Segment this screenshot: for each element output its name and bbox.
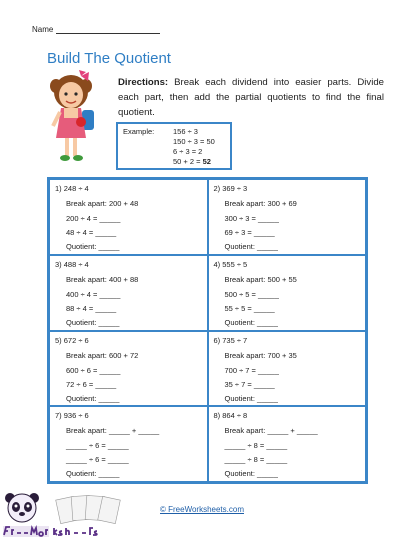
break-apart-line[interactable]: Break apart: _____ + _____ xyxy=(224,426,318,436)
problem-cell xyxy=(49,255,208,331)
problem-cell xyxy=(208,406,367,482)
partial-quotient-line[interactable]: 300 ÷ 3 = _____ xyxy=(224,214,279,223)
worksheet-pages-icon xyxy=(56,495,121,523)
break-apart-line[interactable]: Break apart: 200 + 48 xyxy=(66,199,139,208)
quotient-line[interactable]: Quotient: _____ xyxy=(66,242,120,251)
problem-heading: 5) 672 ÷ 6 xyxy=(55,335,89,345)
quotient-line[interactable]: Quotient: _____ xyxy=(66,317,120,327)
problem-heading: 8) 864 ÷ 8 xyxy=(213,411,248,421)
directions-body: Break each dividend into easier parts. Divide each part, then add the partial quotients to find the final quotient. xyxy=(118,77,384,118)
problem-cell xyxy=(49,331,208,407)
break-apart-line[interactable]: Break apart: 400 + 88 xyxy=(66,274,139,284)
example-line: 156 ÷ 3 xyxy=(173,127,198,136)
partial-quotient-line[interactable]: 500 ÷ 5 = _____ xyxy=(224,289,279,299)
problem-cell xyxy=(49,406,208,482)
name-row xyxy=(32,25,160,34)
example-final-answer: 52 xyxy=(202,157,211,166)
partial-quotient-line[interactable]: 400 ÷ 4 = _____ xyxy=(66,289,121,299)
break-apart-line[interactable]: Break apart: 300 + 69 xyxy=(224,199,297,208)
problem-heading: 4) 555 ÷ 5 xyxy=(213,259,248,269)
quotient-line[interactable]: Quotient: _____ xyxy=(224,317,278,327)
problem-cell xyxy=(208,255,367,331)
problem-cell xyxy=(49,179,208,255)
name-blank-line[interactable] xyxy=(56,25,160,34)
example-final-prefix: 50 + 2 = xyxy=(173,157,203,166)
partial-quotient-line[interactable]: 700 ÷ 7 = _____ xyxy=(224,365,279,375)
quotient-line[interactable]: Quotient: _____ xyxy=(224,393,278,403)
break-apart-line[interactable]: Break apart: 600 + 72 xyxy=(66,350,139,360)
partial-quotient-line[interactable]: 69 ÷ 3 = _____ xyxy=(224,228,275,237)
quotient-line[interactable]: Quotient: _____ xyxy=(66,469,120,479)
girl-illustration-icon xyxy=(36,70,112,168)
break-apart-line[interactable]: Break apart: _____ + _____ xyxy=(66,426,160,436)
freeworksheets-logo xyxy=(0,486,140,539)
partial-quotient-line[interactable]: 600 ÷ 6 = _____ xyxy=(66,365,121,375)
problem-grid xyxy=(47,177,368,484)
break-apart-line[interactable]: Break apart: 500 + 55 xyxy=(224,274,297,284)
problem-heading: 3) 488 ÷ 4 xyxy=(55,259,89,269)
partial-quotient-line[interactable]: _____ ÷ 6 = _____ xyxy=(66,441,129,451)
example-line: 150 ÷ 3 = 50 xyxy=(173,137,215,146)
partial-quotient-line[interactable]: 200 ÷ 4 = _____ xyxy=(66,214,121,223)
directions-text xyxy=(118,75,384,120)
problem-heading: 2) 369 ÷ 3 xyxy=(213,184,248,193)
problem-heading: 1) 248 ÷ 4 xyxy=(55,184,89,193)
partial-quotient-line[interactable]: 72 ÷ 6 = _____ xyxy=(66,379,117,389)
partial-quotient-line[interactable]: _____ ÷ 6 = _____ xyxy=(66,455,129,465)
quotient-line[interactable]: Quotient: _____ xyxy=(224,469,278,479)
partial-quotient-line[interactable]: 55 ÷ 5 = _____ xyxy=(224,303,275,313)
partial-quotient-line[interactable]: _____ ÷ 8 = _____ xyxy=(224,441,288,451)
example-final-line xyxy=(173,157,215,167)
name-label: Name xyxy=(32,25,54,34)
directions-label: Directions: xyxy=(118,77,169,88)
quotient-line[interactable]: Quotient: _____ xyxy=(66,393,120,403)
example-label: Example: xyxy=(123,127,155,136)
example-box xyxy=(116,122,232,170)
worksheet-title: Build The Quotient xyxy=(47,50,171,67)
break-apart-line[interactable]: Break apart: 700 + 35 xyxy=(224,350,297,360)
problem-heading: 6) 735 ÷ 7 xyxy=(213,335,248,345)
partial-quotient-line[interactable]: _____ ÷ 8 = _____ xyxy=(224,455,288,465)
example-lines xyxy=(173,127,215,167)
problem-cell xyxy=(208,331,367,407)
example-line: 6 ÷ 3 = 2 xyxy=(173,147,203,156)
partial-quotient-line[interactable]: 48 ÷ 4 = _____ xyxy=(66,228,117,237)
freeworksheets-link[interactable]: © FreeWorksheets.com xyxy=(160,505,244,514)
panda-icon xyxy=(5,493,39,522)
quotient-line[interactable]: Quotient: _____ xyxy=(224,242,278,251)
problem-cell xyxy=(208,179,367,255)
partial-quotient-line[interactable]: 88 ÷ 4 = _____ xyxy=(66,303,117,313)
problem-heading: 7) 936 ÷ 6 xyxy=(55,411,89,421)
partial-quotient-line[interactable]: 35 ÷ 7 = _____ xyxy=(224,379,275,389)
